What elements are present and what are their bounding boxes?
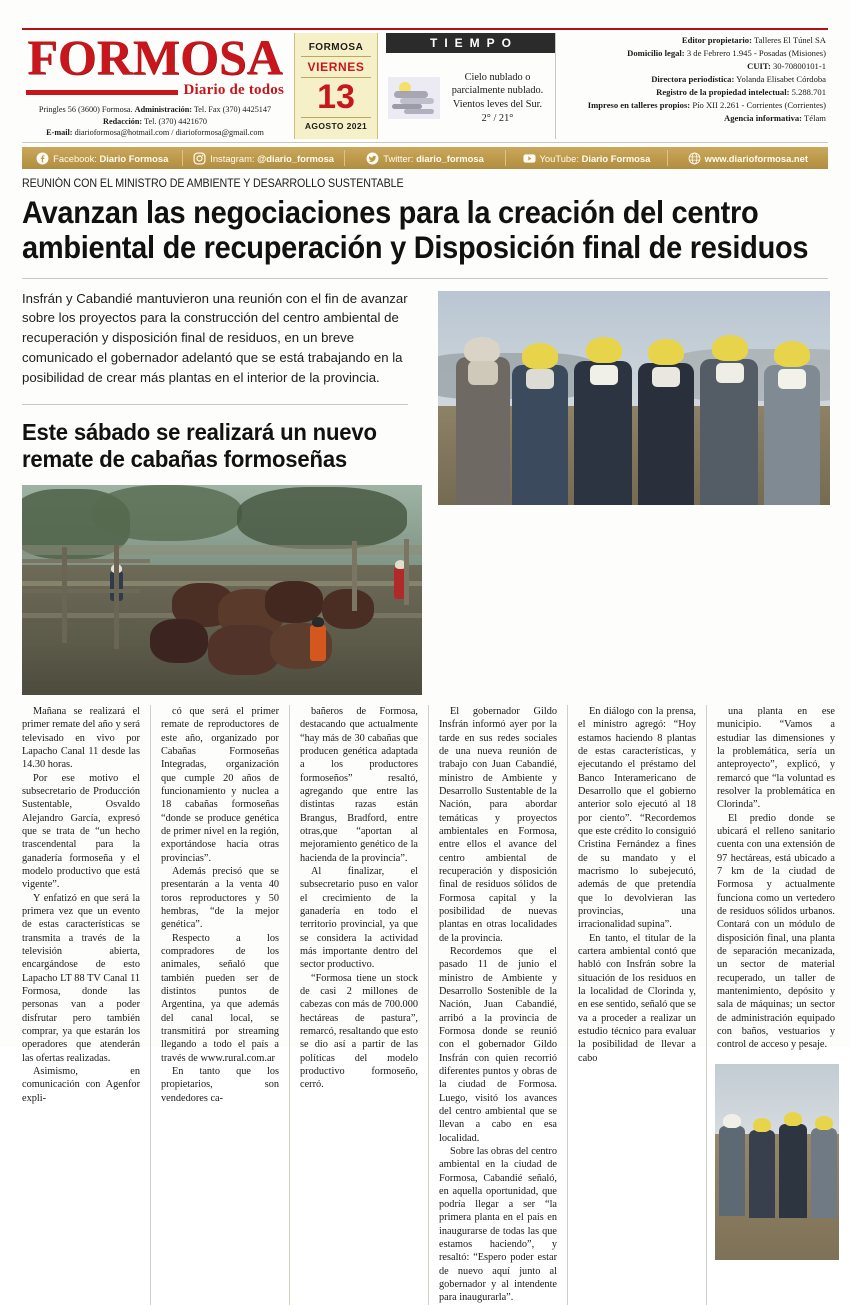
paragraph: En tanto que los propietarios, son vendedores ca- xyxy=(161,1065,279,1104)
paragraph: “Formosa tiene un stock de casi 2 millones de cabezas con más de 700.000 hectáreas de pastura”, remarcó, resaltando que esto se dio así a partir de las políticas del modelo productivo formoseño, cerró. xyxy=(300,972,418,1091)
imprint-row: Agencia informativa: Télam xyxy=(724,113,826,124)
social-link-youtube[interactable] xyxy=(506,150,667,166)
imprint-row: Domicilio legal: 3 de Febrero 1.945 - Posadas (Misiones) xyxy=(627,48,826,59)
imprint-row: CUIT: 30-70800101-1 xyxy=(747,61,826,72)
social-link-twitter[interactable] xyxy=(345,150,506,166)
instagram-icon xyxy=(193,152,206,165)
date-month-year: AGOSTO 2021 xyxy=(304,120,368,131)
masthead xyxy=(22,28,828,143)
masthead-contact xyxy=(26,104,284,139)
paragraph: Respecto a los compradores de los animales, señaló que también pueden ser de distintos puntos de Argentina, ya que además del canal local, se transmitirá por streaming llegando a todo el país a través de www.rural.com.ar xyxy=(161,932,279,1064)
date-weekday: VIERNES xyxy=(307,59,365,74)
body-column-3 xyxy=(300,705,428,1305)
date-city: FORMOSA xyxy=(308,41,364,53)
weather-text xyxy=(444,71,551,125)
paragraph: Y enfatizó en que será la primera vez que un evento de estas características se transmita a través de la televisión abierta, encargándose de esto Lapacho LT 88 TV Canal 11 Formosa, donde las personas van a poder disfrutar pero también comprar, ya que estarán los operadores que atenderán las ofertas realizadas. xyxy=(22,892,140,1064)
column-separator xyxy=(289,705,290,1305)
cloud-shape xyxy=(394,91,428,98)
weather-description: Cielo nublado o parcialmente nublado. Vientos leves del Sur. xyxy=(451,71,544,110)
lead-left-column xyxy=(22,289,422,695)
columns-row xyxy=(22,705,835,1305)
youtube-icon xyxy=(523,152,536,165)
weather-title: TIEMPO xyxy=(386,33,555,53)
paragraph: En tanto, el titular de la cartera ambiental contó que habló con Insfrán sobre la situación de los residuos en la localidad de Clorinda y, en ese sentido, señaló que se va a proceder a realizar un estudio técnico para evaluar la posibilidad de llevar a cabo xyxy=(578,932,696,1064)
paragraph: una planta en ese municipio. “Vamos a estudiar las dimensiones y la problemática, sería un anteproyecto”, explicó, y remarcó que “la voluntad es resolver la problemática en Clorinda”. xyxy=(717,706,835,811)
imprint-block xyxy=(560,30,828,142)
weather-body xyxy=(386,53,555,139)
date-day-number: 13 xyxy=(317,77,355,116)
secondary-headline: Este sábado se realizará un nuevo remate de cabañas formoseñas xyxy=(22,418,377,472)
lead-separator xyxy=(22,404,408,405)
twitter-icon xyxy=(366,152,379,165)
paragraph: Asimismo, en comunicación con Agenfor expli- xyxy=(22,1065,140,1104)
paragraph: Mañana se realizará el primer remate del año y será televisado en vivo por Lapacho Canal 11 desde las 14.30 horas. xyxy=(22,706,140,771)
social-label-instagram: Instagram: @diario_formosa xyxy=(210,152,334,164)
paragraph: có que será el primer remate de reproductores de este año, organizado por Cabañas Formoseñas Integradas, organización que cumple 20 años de funcionamiento y nuclea a 18 cabañas formoseñas “donde se produce genética de primer nivel en la región, exportándose hacia otras provincias”. xyxy=(161,706,279,864)
column-separator xyxy=(706,705,707,1305)
paragraph: El gobernador Gildo Insfrán informó ayer por la tarde en sus redes sociales de una nueva reunión de trabajo con Juan Cabandié, ministro de Ambiente y Desarrollo Sustentable de la Nación, para abordar temáticas y proyectos ambientales en Formosa, entre ellos el avance del centro ambiental de recuperación y disposición final de residuos sólidos de Formosa capital y la posibilidad de nuevas plantas en otras localidades de la provincia. xyxy=(439,706,557,944)
lead-paragraph: Insfrán y Cabandié mantuvieron una reunión con el fin de avanzar sobre los proyectos para la construcción del centro ambiental de recuperación y disposición final de residuos, en un breve comunicado el gobernador adelantó que se está trabajando en la posibilidad de crear más plantas en el interior de la provincia. xyxy=(22,290,408,385)
social-label-website: www.diarioformosa.net xyxy=(704,152,808,164)
lead-headline: Avanzan las negociaciones para la creación del centro ambiental de recuperación y Disposición final de residuos xyxy=(22,194,809,266)
contact-email-line: E-mail: diarioformosa@hotmail.com / diarioformosa@gmail.com xyxy=(46,128,264,138)
social-link-facebook[interactable] xyxy=(22,150,183,166)
column-separator xyxy=(150,705,151,1305)
body-column-6 xyxy=(717,705,845,1305)
paragraph: Además precisó que se presentarán a la venta 40 toros reproductores y 50 hembras, “de la mejor genética”. xyxy=(161,865,279,931)
imprint-row: Registro de la propiedad intelectual: 5.288.701 xyxy=(656,87,826,98)
date-block xyxy=(294,33,378,139)
officials-meeting-photo xyxy=(438,291,830,505)
imprint-row: Directora periodística: Yolanda Elisabet Córdoba xyxy=(651,74,826,85)
imprint-row: Impreso en talleres propios: Pío XII 2.261 - Corrientes (Corrientes) xyxy=(587,100,826,111)
body-column-2 xyxy=(161,705,289,1305)
social-link-website[interactable] xyxy=(668,150,828,166)
paragraph: El predio donde se ubicará el relleno sanitario cuenta con una extensión de 97 hectáreas, está ubicado a 7 km de la ciudad de Formosa y actualmente funciona como un vertedero de residuos sólidos urbanos. Contará con un módulo de disposición final, una planta de separación mecanizada, un sector de material recuperado, un taller de mantenimiento, depósito y sala de máquinas; un sector de administración equipado con baños, vestuarios y control de acceso y pesaje. xyxy=(717,812,835,1051)
logo-rule xyxy=(26,90,178,95)
paragraph: Recordemos que el pasado 11 de junio el ministro de Ambiente y Desarrollo Sostenible de la Nación, Juan Cabandié, arribó a la provincia de Formosa donde se reunió con el gobernador Gildo Insfrán con quien recorrió diferentes puntos y obras de la ciudad de Formosa. Luego, visitó los avances del centro ambiental que se llevan a cabo en esa localidad. xyxy=(439,945,557,1144)
social-label-youtube: YouTube: Diario Formosa xyxy=(539,152,651,164)
paragraph: Al finalizar, el subsecretario puso en valor el crecimiento de la ganadería en todo el territorio provincial, ya que se considera la actividad más importante dentro del sector productivo. xyxy=(300,865,418,971)
paragraph: bañeros de Formosa, destacando que actualmente “hay más de 30 cabañas que producen genética adaptada a los productores formoseños” resaltó, agregando que entre las distintas razas están Brangus, Bradford, entre otras,que “aportan al mejoramiento genético de la hacienda de la provincia”. xyxy=(300,706,418,864)
contact-address-line: Pringles 56 (3600) Formosa. Administración: Tel. Fax (370) 4425147 xyxy=(38,105,272,114)
headline-rule xyxy=(22,278,828,279)
social-link-instagram[interactable] xyxy=(183,150,344,166)
logo-subtitle: Diario de todos xyxy=(183,82,284,98)
site-inspection-photo xyxy=(715,1064,839,1260)
facebook-icon xyxy=(36,152,49,165)
weather-block xyxy=(386,33,556,139)
body-column-4 xyxy=(439,705,567,1305)
body-columns-grid xyxy=(22,705,835,1305)
globe-icon xyxy=(688,152,701,165)
paragraph: En diálogo con la prensa, el ministro agregó: “Hoy estamos haciendo 8 plantas de estas características, y ejecutando el préstamo del Banco Interamericano de Desarrollo que el gobierno anterior solo ejecutó al 18 por ciento”. “Recordemos que este crédito lo consiguió Cristina Fernández a fines de su mandato y el macrismo lo subejecutó, además de que pretendía que lo devolvieran las provincias, una irracionalidad supina”. xyxy=(578,706,696,931)
contact-newsroom-line: Redacción: Tel. (370) 4421670 xyxy=(103,116,207,126)
column-separator xyxy=(567,705,568,1305)
social-media-bar xyxy=(22,147,828,169)
body-column-1 xyxy=(22,705,150,1305)
cattle-auction-photo xyxy=(22,485,422,695)
lead-kicker: REUNIÓN CON EL MINISTRO DE AMBIENTE Y DESARROLLO SUSTENTABLE xyxy=(22,178,404,190)
social-label-facebook: Facebook: Diario Formosa xyxy=(53,152,169,164)
weather-temperatures: 2° / 21° xyxy=(481,112,514,124)
cloud-shape xyxy=(404,109,434,114)
social-label-twitter: Twitter: diario_formosa xyxy=(383,152,484,164)
column-separator xyxy=(428,705,429,1305)
paragraph: Sobre las obras del centro ambiental en la ciudad de Formosa, Cabandié señaló, en aquella oportunidad, que podría llegar a ser “la primera planta en el país en inaugurarse de todas las que estamos haciendo”, y resaltó: “Espero poder estar de nuevo aquí junto al gobernador y al intendente para inaugurarla”. xyxy=(439,1145,557,1304)
lead-row xyxy=(22,289,828,695)
paragraph: Por ese motivo el subsecretario de Producción Sustentable, Osvaldo Alejandro García, expresó que se trata de “un hecho trascendental para la ganadería formoseña y el modelo productivo que está vigente”. xyxy=(22,772,140,891)
body-column-5 xyxy=(578,705,706,1305)
partly-cloudy-icon xyxy=(388,77,440,119)
imprint-row: Editor propietario: Talleres El Túnel SA xyxy=(681,35,826,45)
masthead-brand xyxy=(22,30,290,142)
newspaper-logo: FORMOSA xyxy=(27,29,283,85)
